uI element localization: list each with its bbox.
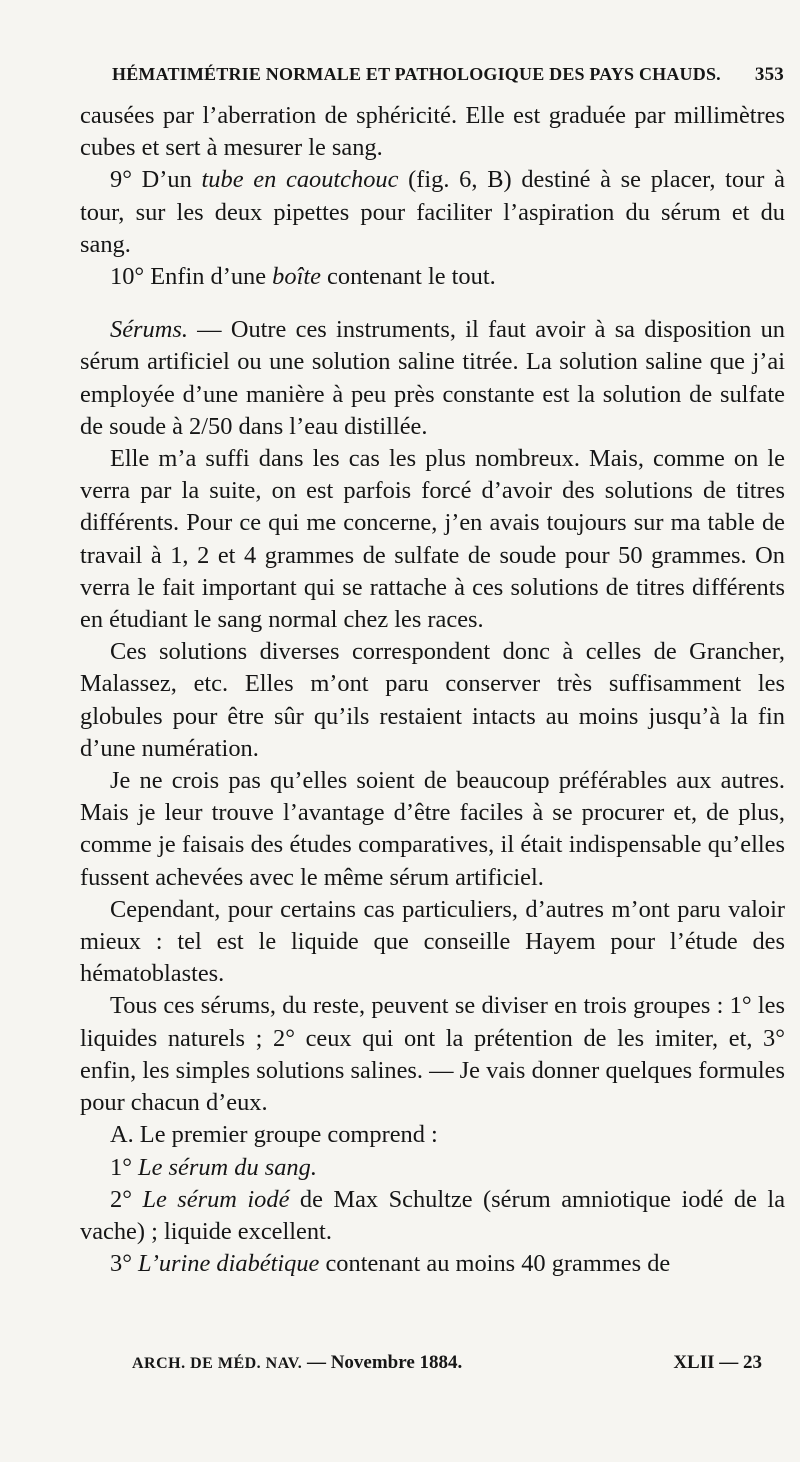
text-run: (fig. 6, B) destiné à se placer, tour à tour, sur les deux pipettes pour faciliter l’aspiration du sérum et du sang. (80, 166, 785, 258)
issue-date: — Novembre 1884. (306, 1352, 463, 1373)
paragraph (80, 100, 785, 164)
text-run: 10° Enfin d’une (110, 263, 273, 291)
text-run: 1° (110, 1153, 139, 1181)
running-head (112, 64, 784, 86)
signature-mark: XLII — 23 (673, 1352, 762, 1373)
paragraph (80, 894, 785, 991)
text-run: Elle m’a suffi dans les cas les plus nombreux. Mais, comme on le verra par la suite, on est parfois forcé d’avoir des solutions de titres différents. Pour ce qui me concerne, j’en avais toujours sur ma table de travail à 1, 2 et 4 grammes de sulfate de soude pour 50 grammes. On verra le fait important qui se rattache à ces solutions de titres différents en étudiant le sang normal chez les races. (80, 445, 785, 634)
text-run: A. Le premier groupe comprend : (110, 1121, 438, 1149)
paragraph (80, 765, 785, 894)
paragraph (80, 636, 785, 765)
italic-text: Sérums. (110, 316, 188, 344)
italic-text: boîte (272, 263, 321, 291)
paragraph (80, 1184, 785, 1248)
text-run: Cependant, pour certains cas particuliers, d’autres m’ont paru valoir mieux : tel est le liquide que conseille Hayem pour l’étude des hématoblastes. (80, 895, 785, 988)
text-run: 9° D’un (110, 166, 202, 194)
text-run: Tous ces sérums, du reste, peuvent se diviser en trois groupes : 1° les liquides naturels ; 2° ceux qui ont la prétention de les imiter, et, 3° enfin, les simples solutions salines. — Je vais donner quelques formules pour chacun d’eux. (80, 992, 785, 1117)
text-run: Ces solutions diverses correspondent donc à celles de Grancher, Malassez, etc. Elles m’ont paru conserver très suffisamment les globules pour être sûr qu’ils restaient intacts au moins jusqu’à la fin d’une numération. (80, 638, 785, 762)
body-text (80, 100, 785, 1280)
section-gap (80, 293, 785, 314)
paragraph (80, 443, 785, 636)
text-run: Je ne crois pas qu’elles soient de beaucoup préférables aux autres. Mais je leur trouve l’avantage d’être faciles à se procurer et, de plus, comme je faisais des études comparatives, il était indispensable qu’elles fussent achevées avec le même sérum artificiel. (80, 767, 785, 891)
italic-text: tube en caoutchouc (201, 166, 399, 194)
text-run: 3° (110, 1250, 139, 1278)
italic-text: L’urine diabétique (138, 1250, 320, 1278)
text-run: 2° (110, 1185, 143, 1213)
paragraph (80, 1152, 785, 1184)
page-footer (132, 1352, 762, 1374)
journal-name: ARCH. DE MÉD. NAV. (132, 1355, 303, 1372)
text-run: causées par l’aberration de sphéricité. Elle est graduée par millimètres cubes et sert à mesurer le sang. (80, 102, 785, 162)
italic-text: Le sérum iodé (142, 1185, 290, 1213)
paragraph (80, 164, 785, 261)
italic-text: Le sérum du sang. (138, 1153, 317, 1181)
paragraph (80, 1248, 785, 1280)
paragraph (80, 261, 785, 293)
paragraph (80, 1119, 785, 1151)
running-head-title: HÉMATIMÉTRIE NORMALE ET PATHOLOGIQUE DES PAYS CHAUDS. (112, 64, 721, 84)
paragraph (80, 314, 785, 443)
text-run: contenant le tout. (320, 263, 496, 291)
paragraph (80, 990, 785, 1119)
text-run: contenant au moins 40 grammes de (319, 1250, 671, 1278)
page-number: 353 (754, 64, 784, 85)
text-run: de Max Schultze (sérum amniotique iodé de la vache) ; liquide excellent. (80, 1185, 786, 1245)
text-run: — Outre ces instruments, il faut avoir à sa disposition un sérum artificiel ou une solution saline titrée. La solution saline que j’ai employée d’une manière à peu près constante est la solution de sulfate de soude à 2/50 dans l’eau distillée. (80, 316, 785, 440)
